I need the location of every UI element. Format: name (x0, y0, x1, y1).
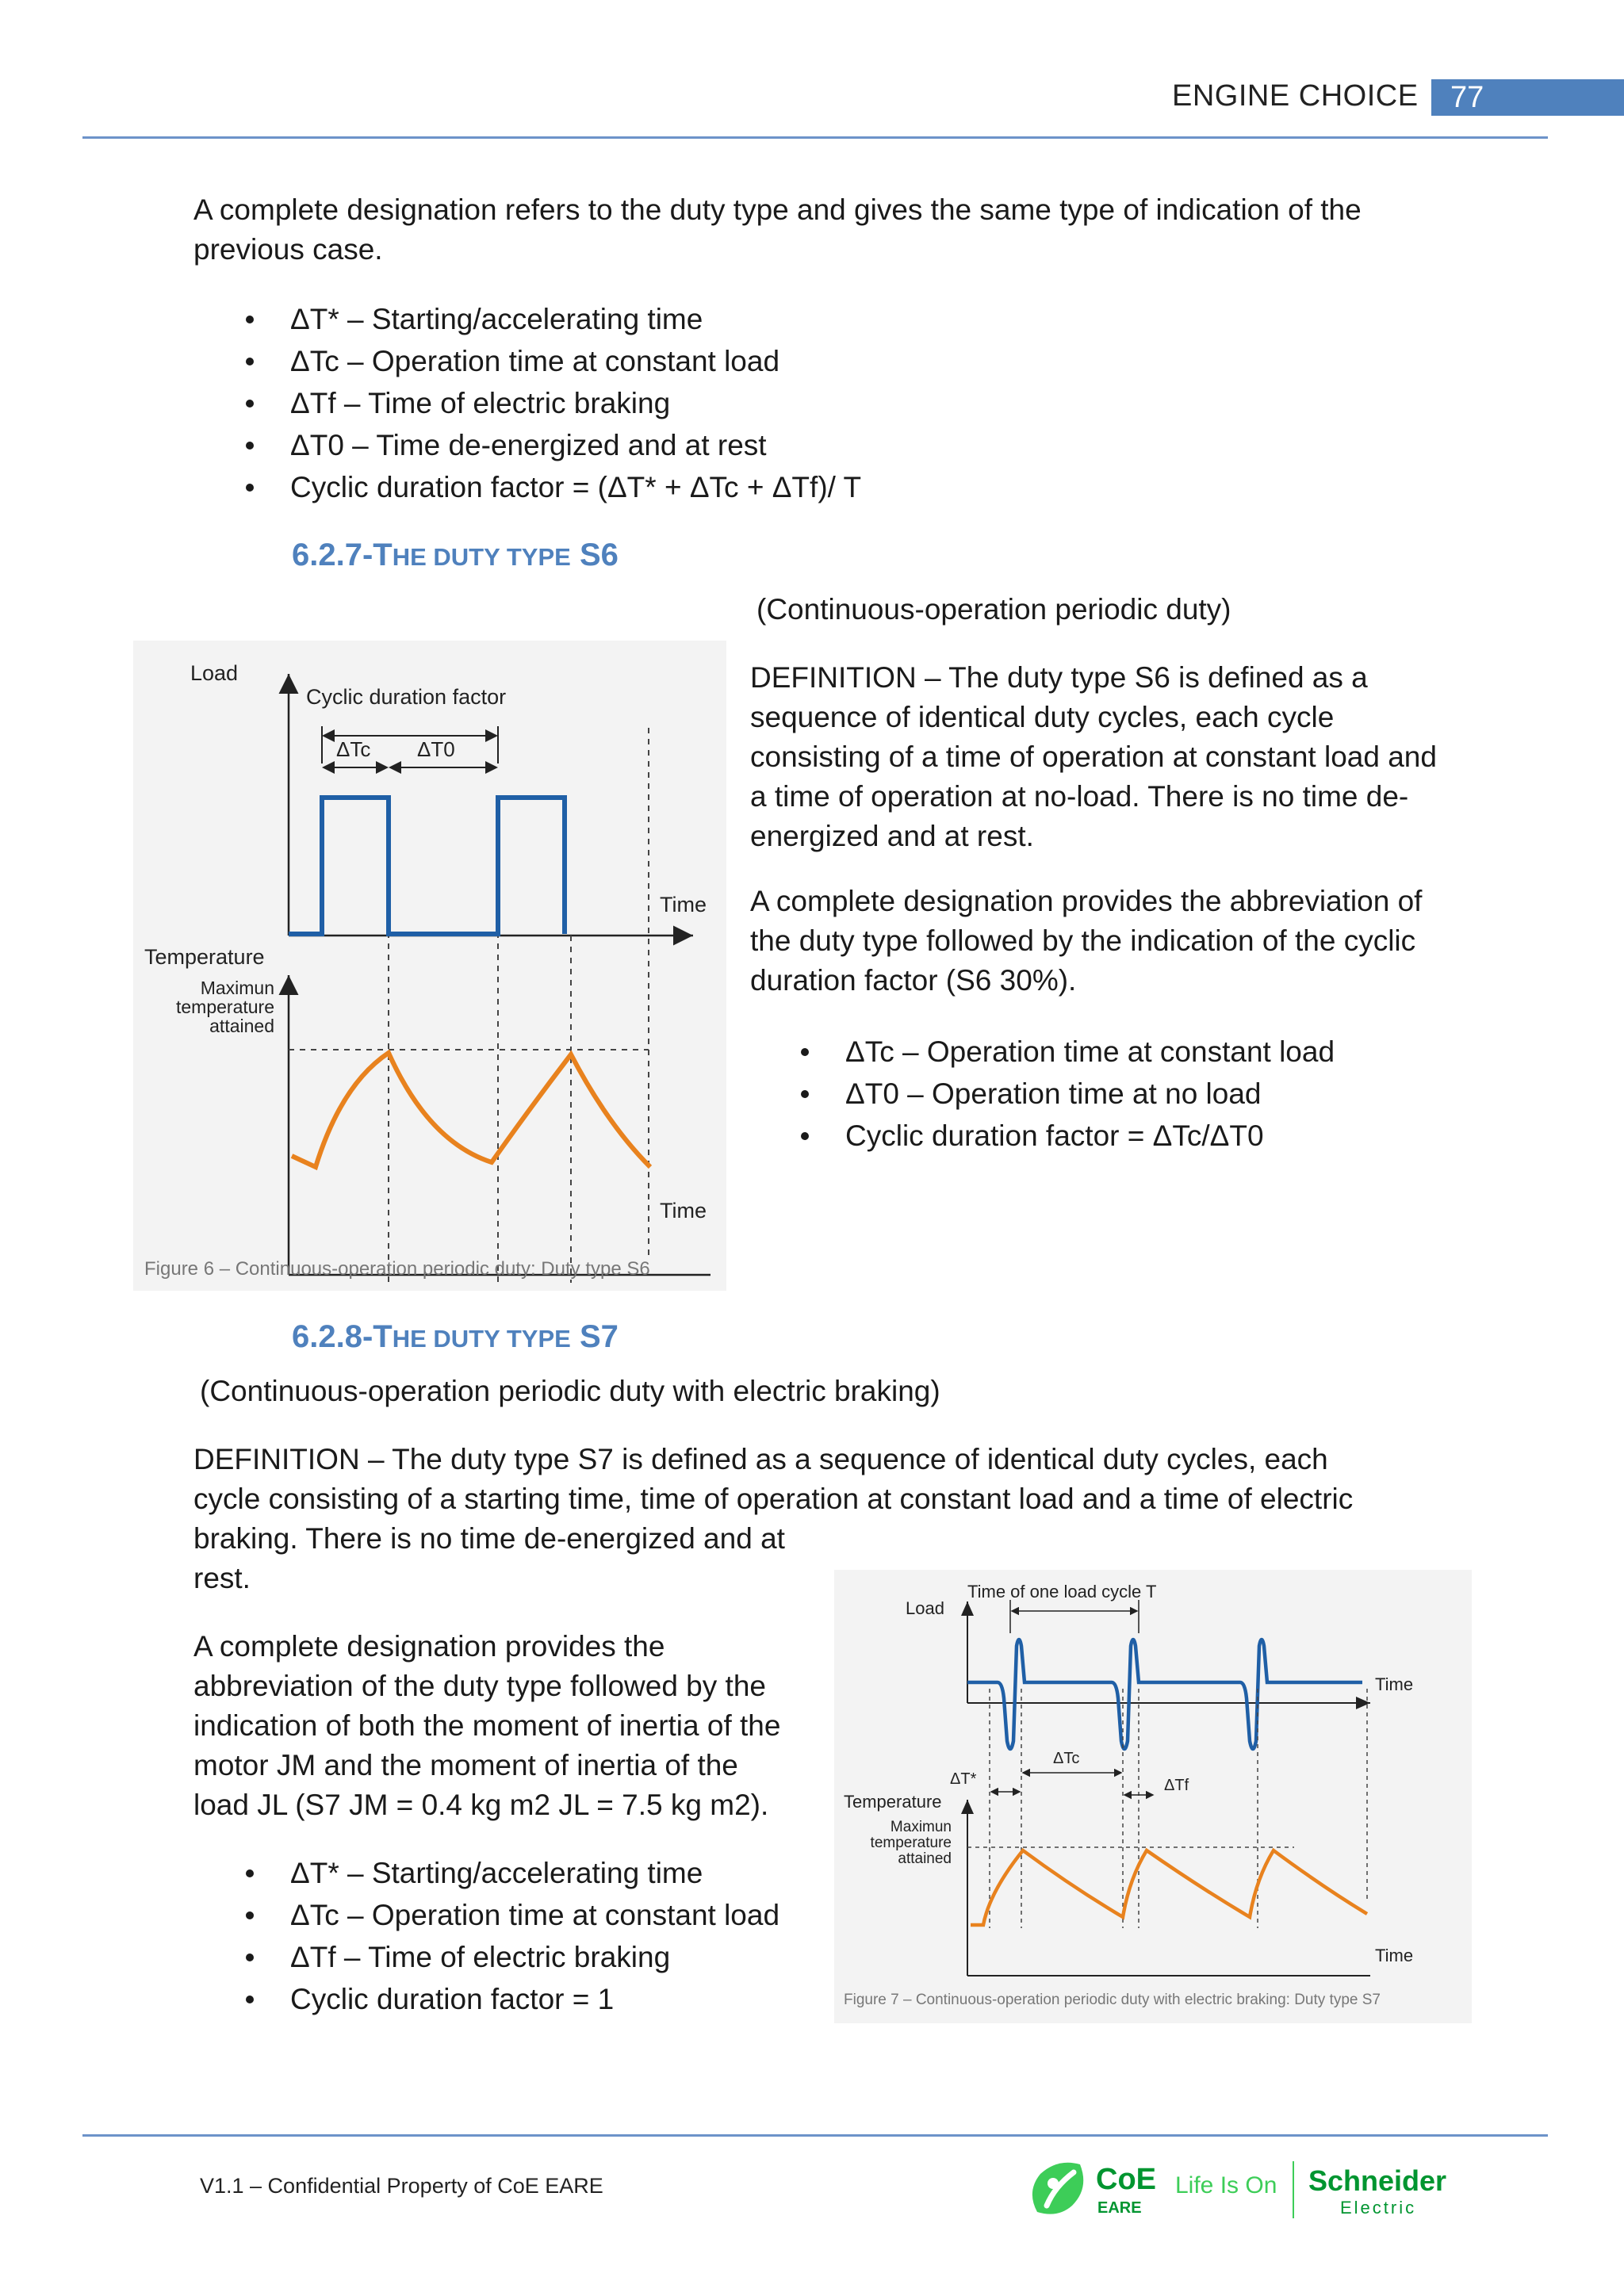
dtc-label: ΔTc (336, 737, 371, 761)
list-item: Cyclic duration factor = (ΔT* + ΔTc + ΔTf)/ T (193, 466, 1304, 508)
schneider-logo-text: Schneider (1308, 2164, 1447, 2197)
load-axis-label: Load (190, 661, 239, 685)
dt0-label: ΔT0 (417, 737, 455, 761)
list-item: ΔT0 – Operation time at no load (749, 1073, 1446, 1115)
s7-bullet-list (193, 1852, 828, 2020)
duty-s6-diagram (133, 641, 726, 1291)
figure-s6 (133, 641, 726, 1291)
list-item: Cyclic duration factor = ΔTc/ΔT0 (749, 1115, 1446, 1157)
s7-subtitle: (Continuous-operation periodic duty with electric braking) (200, 1375, 940, 1407)
section-heading-s7: 6.2.8-THE DUTY TYPE S7 (292, 1319, 619, 1354)
logo-divider (1293, 2161, 1294, 2218)
electric-logo-text: Electric (1340, 2198, 1417, 2218)
temperature-axis-label: Temperature (144, 945, 265, 969)
cyclic-duration-factor-label: Cyclic duration factor (306, 685, 507, 709)
list-item: ΔT* – Starting/accelerating time (193, 1852, 828, 1894)
dtc-label: ΔTc (1053, 1750, 1080, 1767)
duty-s7-diagram (834, 1570, 1472, 2023)
figure-caption-s6: Figure 6 – Continuous-operation periodic duty: Duty type S6 (144, 1258, 650, 1280)
figure-caption-s7: Figure 7 – Continuous-operation periodic duty with electric braking: Duty type S7 (844, 1992, 1381, 2008)
list-item: ΔT0 – Time de-energized and at rest (193, 424, 1304, 466)
dtf-label: ΔTf (1164, 1777, 1189, 1794)
list-item: Cyclic duration factor = 1 (193, 1978, 828, 2020)
load-axis-label: Load (906, 1598, 944, 1618)
list-item: ΔTc – Operation time at constant load (749, 1031, 1446, 1073)
footer-logos (1023, 2156, 1467, 2225)
load-curve (289, 798, 565, 934)
temperature-axis-label: Temperature (844, 1792, 942, 1812)
list-item: ΔTf – Time of electric braking (193, 1936, 828, 1978)
s6-definition: DEFINITION – The duty type S6 is defined as a sequence of identical duty cycles, each cycle consisting of a time of operation at constant load and a time of operation at no-load. There is no time de-energized and at rest. (750, 661, 1437, 852)
header-title: ENGINE CHOICE (1172, 79, 1419, 113)
s6-subtitle: (Continuous-operation periodic duty) (756, 593, 1231, 626)
time-label-load: Time (1375, 1674, 1414, 1694)
list-item: ΔTf – Time of electric braking (193, 382, 1304, 424)
life-is-on-text: Life Is On (1175, 2172, 1277, 2198)
figure-s7 (834, 1570, 1472, 2023)
max-temp-label: attained (209, 1016, 274, 1036)
s7-designation: A complete designation provides the abbreviation of the duty type followed by the indication of both the moment of inertia of the motor JM and the moment of inertia of the load JL (S7 JM = 0.4 kg m2 JL = 7.5 kg m2). (193, 1630, 781, 1821)
list-item: ΔTc – Operation time at constant load (193, 1894, 828, 1936)
coe-logo-text: CoE (1096, 2163, 1156, 2196)
s6-designation: A complete designation provides the abbreviation of the duty type followed by the indication of the cyclic duration factor (S6 30%). (750, 885, 1423, 997)
coe-leaf-icon (1023, 2156, 1094, 2225)
footer-text: V1.1 – Confidential Property of CoE EARE (200, 2174, 603, 2198)
cycle-label: Time of one load cycle T (967, 1582, 1157, 1601)
s7-definition: DEFINITION – The duty type S7 is defined as a sequence of identical duty cycles, each cycle consisting of a starting time, time of operation at constant load and a time of electric braking. There is no time de-energized and at rest. (193, 1443, 1354, 1594)
list-item: ΔTc – Operation time at constant load (193, 340, 1304, 382)
max-temp-label: temperature (870, 1835, 952, 1851)
header-rule (82, 136, 1548, 139)
temperature-curve (292, 1053, 650, 1167)
max-temp-label: Maximun (200, 978, 274, 998)
time-label-load: Time (660, 893, 707, 916)
intro-bullet-list (193, 298, 1304, 508)
temperature-curve (971, 1850, 1367, 1925)
intro-paragraph: A complete designation refers to the duty type and gives the same type of indication of the previous case. (193, 193, 1362, 266)
eare-logo-text: EARE (1097, 2199, 1142, 2217)
list-item: ΔT* – Starting/accelerating time (193, 298, 1304, 340)
max-temp-label: Maximun (890, 1819, 952, 1835)
max-temp-label: temperature (175, 997, 274, 1017)
s6-bullet-list (749, 1031, 1446, 1157)
page-number: 77 (1431, 79, 1624, 116)
time-label-temp: Time (1375, 1946, 1414, 1965)
max-temp-label: attained (898, 1850, 952, 1867)
footer-rule (82, 2134, 1548, 2137)
section-heading-s6: 6.2.7-THE DUTY TYPE S6 (292, 538, 619, 572)
load-curve (967, 1640, 1362, 1749)
dtstar-label: ΔT* (950, 1770, 977, 1788)
time-label-temp: Time (660, 1199, 707, 1223)
